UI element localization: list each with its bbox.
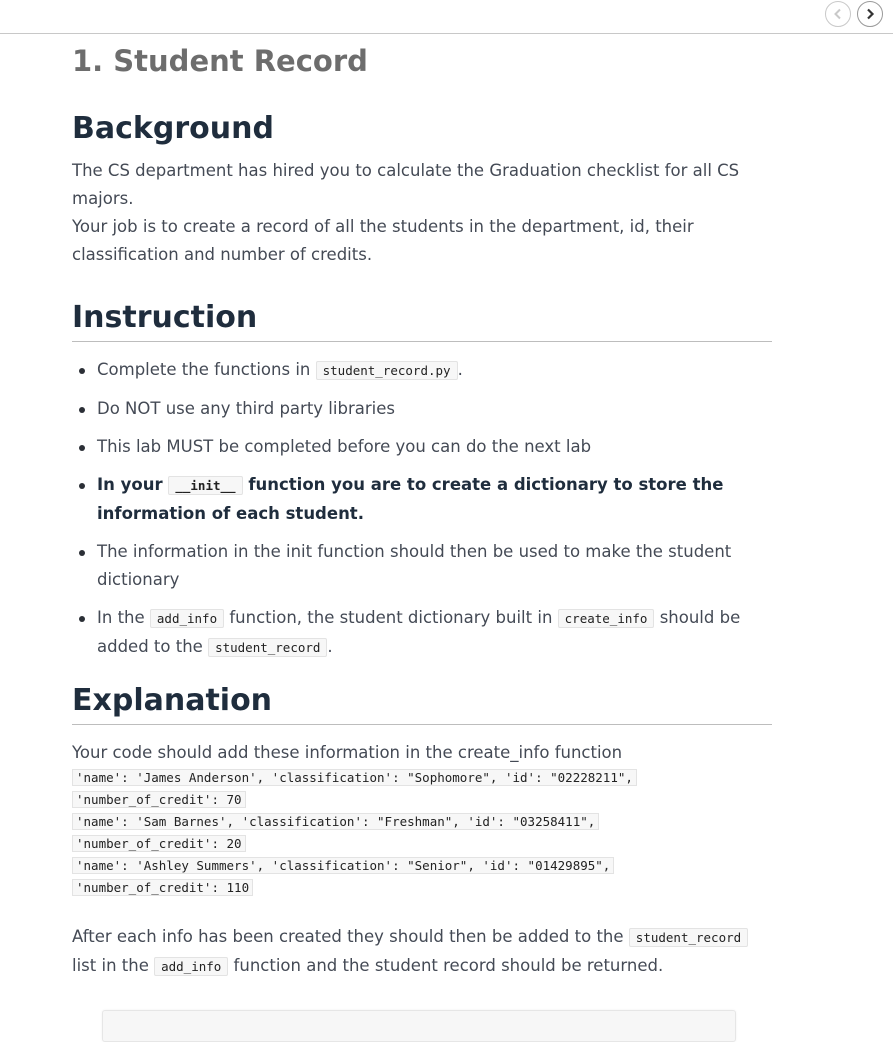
instruction-heading: Instruction (72, 299, 772, 342)
record-line: 'number_of_credit': 70 (72, 789, 772, 811)
code-init: __init__ (168, 476, 242, 495)
chevron-right-icon (864, 8, 876, 20)
explanation-outro: After each info has been created they should then be added to the student_record list in the add_info function and the student record should be returned. (72, 923, 772, 981)
code-student-record: student_record (208, 638, 327, 657)
list-item: The information in the init function should then be used to make the student dictionary (72, 538, 772, 594)
lab-title: 1. Student Record (72, 44, 368, 78)
explanation-intro: Your code should add these information in the create_info function (72, 743, 623, 762)
background-line-1: The CS department has hired you to calculate the Graduation checklist for all CS majors. (72, 161, 740, 208)
record-line: 'number_of_credit': 20 (72, 833, 772, 855)
list-item: This lab MUST be completed before you can do the next lab (72, 433, 772, 461)
code-student-record: student_record (629, 928, 748, 947)
previous-page-button[interactable] (825, 1, 851, 27)
code-add-info: add_info (154, 957, 228, 976)
list-item: In the add_info function, the student dictionary built in create_info should be added to the student_record . (72, 604, 772, 662)
background-line-2: Your job is to create a record of all the students in the department, id, their classification and number of credits. (72, 217, 694, 264)
code-block (102, 1010, 736, 1042)
record-line: 'name': 'James Anderson', 'classification': "Sophomore", 'id': "02228211", (72, 767, 772, 789)
instruction-list (72, 356, 772, 662)
lab-content (72, 40, 772, 981)
code-add-info: add_info (150, 609, 224, 628)
record-line: 'name': 'Sam Barnes', 'classification': "Freshman", 'id': "03258411", (72, 811, 772, 833)
record-line: 'number_of_credit': 110 (72, 877, 772, 899)
explanation-heading: Explanation (72, 682, 772, 725)
record-line: 'name': 'Ashley Summers', 'classification': "Senior", 'id': "01429895", (72, 855, 772, 877)
list-item: Complete the functions in student_record.py . (72, 356, 772, 385)
next-page-button[interactable] (857, 1, 883, 27)
top-bar (0, 0, 893, 34)
record-list (72, 767, 772, 899)
background-heading: Background (72, 111, 274, 146)
list-item: Do NOT use any third party libraries (72, 395, 772, 423)
chevron-left-icon (832, 8, 844, 20)
code-student-record-py: student_record.py (316, 361, 458, 380)
list-item: In your __init__ function you are to create a dictionary to store the information of each student. (72, 471, 772, 528)
code-create-info: create_info (558, 609, 655, 628)
